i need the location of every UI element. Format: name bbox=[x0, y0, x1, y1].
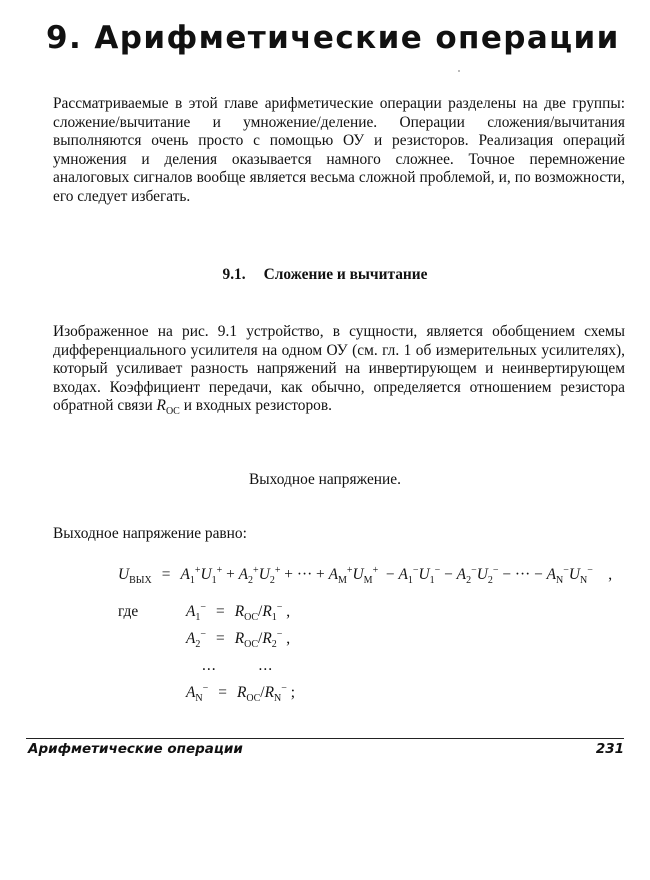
equation-a2: $A_2^- = R_{OC}/R_2^-$ , bbox=[186, 628, 291, 651]
where-label: где bbox=[118, 603, 139, 620]
equation-ellipsis: ... ... bbox=[202, 657, 274, 674]
footer-rule bbox=[26, 738, 624, 739]
footer-title: Арифметические операции bbox=[28, 741, 243, 757]
print-speck bbox=[458, 70, 460, 72]
section-heading bbox=[0, 266, 650, 284]
section-number: 9.1. bbox=[222, 266, 246, 283]
body-paragraph bbox=[53, 323, 625, 416]
body-text-main: Изображенное на рис. 9.1 устройство, в сущности, является обобщением схемы дифференциального усилителя на одном ОУ (см. гл. 1 об измерительных усилителях), который усиливает разность напряжений на инвертирующем и неинвертирующем входах. Коэффициент передачи, как обычно, определяется отношением резистора обратной связи bbox=[53, 323, 625, 415]
formula-intro: Выходное напряжение равно: bbox=[53, 525, 247, 542]
intro-paragraph: Рассматриваемые в этой главе арифметические операции разделены на две группы: сложение/вычитание и умножение/деление. Операции сложения/вычитания выполняются очень просто с помощью ОУ и резисторов. Реализация операций умножения и деления оказывается намного сложнее. Точное перемножение аналоговых сигналов вообще является весьма сложной проблемой, и, по возможности, его следует избегать. bbox=[53, 95, 625, 205]
equation-an: $A_N^- = R_{OC}/R_N^-$ ; bbox=[186, 682, 295, 705]
equation-a1: $A_1^- = R_{OC}/R_1^-$ , bbox=[186, 601, 291, 624]
output-voltage-equation: $U_{ВЫХ} = A_1^+U_1^+ + A_2^+U_2^+$ + ··· + $A_M^+U_M^+ - A_1^-U_1^- - A_2^-U_2^-$ − ··· − $A_N^-U_N^-$ , bbox=[118, 564, 613, 587]
body-text-tail: и входных резисторов. bbox=[179, 397, 332, 415]
body-symbol: R bbox=[156, 397, 166, 415]
body-symbol-sub: OC bbox=[165, 406, 180, 418]
subheading: Выходное напряжение. bbox=[249, 471, 401, 488]
page-number: 231 bbox=[595, 741, 624, 757]
chapter-title: 9. Арифметические операции bbox=[46, 20, 620, 56]
section-title: Сложение и вычитание bbox=[263, 266, 428, 283]
